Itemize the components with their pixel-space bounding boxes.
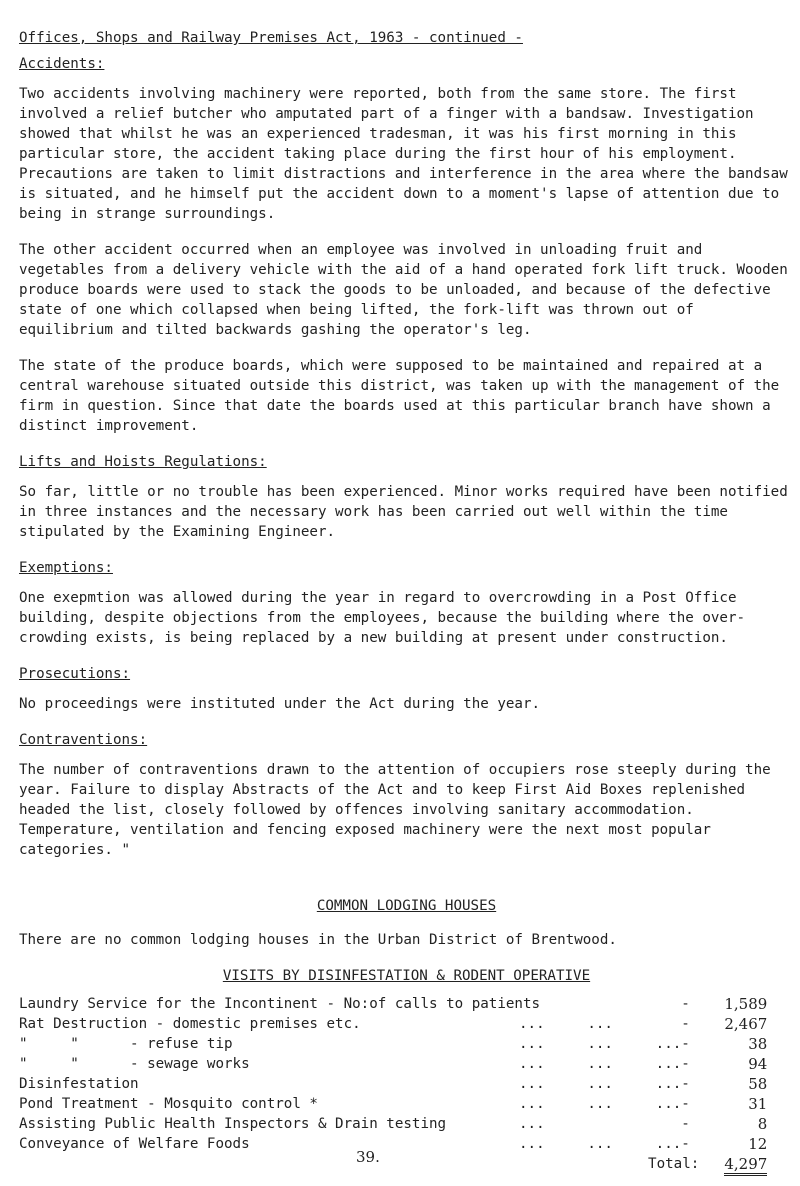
row-value: 1,589 — [724, 995, 768, 1013]
table-row — [19, 1054, 767, 1074]
row-value: 31 — [748, 1095, 768, 1113]
row-dash: - — [681, 1076, 690, 1092]
row-dots: ... ... ... — [519, 1136, 682, 1152]
row-value: 2,467 — [724, 1015, 768, 1033]
contraventions-heading: Contraventions: — [19, 732, 148, 748]
table-row — [19, 994, 767, 1014]
row-label: Laundry Service for the Incontinent - No:of calls to patients — [19, 996, 541, 1012]
row-label: Rat Destruction - domestic premises etc. — [19, 1016, 361, 1032]
accidents-paragraph-1: Two accidents involving machinery were reported, both from the same store. The first involved a relief butcher who amputated part of a finger with a bandsaw. Investigation showed that whilst he was an experienced tradesman, it was his first morning in this particular store, the accident taking place during the first hour of his employment. Precautions are taken to limit distractions and interference in the area where the bandsaw is situated, and he himself put the accident down to a moment's lapse of attention due to being in strange surroundings. — [19, 86, 788, 222]
common-lodging-paragraph: There are no common lodging houses in the Urban District of Brentwood. — [19, 932, 617, 948]
row-dots: ... ... ... — [519, 1056, 682, 1072]
total-spacer — [19, 1154, 519, 1174]
row-dash: - — [681, 1096, 690, 1112]
table-row — [19, 1134, 767, 1154]
row-dots: ... ... — [519, 1016, 613, 1032]
document-page — [19, 28, 794, 1174]
row-value: 8 — [757, 1115, 768, 1133]
lifts-paragraph: So far, little or no trouble has been experienced. Minor works required have been notified in three instances and the necessary work has been carried out well within the time stipulated by the Examining Engineer. — [19, 484, 788, 540]
row-dash: - — [681, 1016, 690, 1032]
row-dash: - — [681, 1036, 690, 1052]
exemptions-heading: Exemptions: — [19, 560, 113, 576]
visits-table — [19, 994, 767, 1174]
accidents-paragraph-3: The state of the produce boards, which were supposed to be maintained and repaired at a central warehouse situated outside this district, was taken up with the management of the firm in question. Since that date the boards used at this particular branch have shown a distinct improvement. — [19, 358, 780, 434]
row-value: 38 — [748, 1035, 768, 1053]
contraventions-paragraph: The number of contraventions drawn to the attention of occupiers rose steeply during the year. Failure to display Abstracts of the Act and to keep First Aid Boxes replenished headed the list, closely followed by offences involving sanitary accommodation. Temperature, ventilation and fencing exposed machinery were the next most popular categories. " — [19, 762, 771, 858]
table-row — [19, 1014, 767, 1034]
total-value: 4,297 — [724, 1155, 767, 1176]
table-row — [19, 1034, 767, 1054]
total-label: Total: — [648, 1156, 700, 1172]
row-label: Pond Treatment - Mosquito control * — [19, 1096, 318, 1112]
page-number: 39. — [356, 1148, 380, 1166]
table-row — [19, 1114, 767, 1134]
row-dots: ... ... ... — [519, 1036, 682, 1052]
common-lodging-heading-wrap — [19, 896, 794, 916]
row-dash: - — [681, 1056, 690, 1072]
total-value-cell — [707, 1154, 767, 1174]
accidents-paragraph-2: The other accident occurred when an employee was involved in unloading fruit and vegetables from a delivery vehicle with the aid of a hand operated fork lift truck. Wooden produce boards were used to stack the goods to be unloaded, and because of the defective state of one which collapsed when being lifted, the fork-lift was thrown out of equilibrium and tilted backwards gashing the operator's leg. — [19, 242, 788, 338]
row-dash: - — [681, 996, 690, 1012]
row-dash: - — [681, 1116, 690, 1132]
row-value: 12 — [748, 1135, 768, 1153]
row-label: " " - refuse tip — [19, 1036, 233, 1052]
row-label: Disinfestation — [19, 1076, 139, 1092]
row-dash: - — [681, 1136, 690, 1152]
accidents-heading: Accidents: — [19, 56, 105, 72]
row-value: 58 — [748, 1075, 768, 1093]
exemptions-paragraph: One exepmtion was allowed during the year in regard to overcrowding in a Post Office building, despite objections from the employees, because the building where the over-crowding exists, is being replaced by a new building at present under construction. — [19, 590, 746, 646]
row-label: " " - sewage works — [19, 1056, 250, 1072]
row-label: Conveyance of Welfare Foods — [19, 1136, 250, 1152]
visits-heading: VISITS BY DISINFESTATION & RODENT OPERATIVE — [222, 968, 591, 984]
row-dots: ... — [519, 1116, 545, 1132]
running-head: Offices, Shops and Railway Premises Act, 1963 - continued - — [19, 30, 523, 46]
prosecutions-heading: Prosecutions: — [19, 666, 131, 682]
table-row — [19, 1094, 767, 1114]
row-dots: ... ... ... — [519, 1076, 682, 1092]
visits-heading-wrap — [19, 966, 794, 986]
row-value: 94 — [748, 1055, 768, 1073]
row-label: Assisting Public Health Inspectors & Drain testing — [19, 1116, 447, 1132]
prosecutions-paragraph: No proceedings were instituted under the Act during the year. — [19, 696, 541, 712]
common-lodging-heading: COMMON LODGING HOUSES — [316, 898, 497, 914]
lifts-heading: Lifts and Hoists Regulations: — [19, 454, 267, 470]
row-dots: ... ... ... — [519, 1096, 682, 1112]
total-row — [19, 1154, 767, 1174]
table-row — [19, 1074, 767, 1094]
